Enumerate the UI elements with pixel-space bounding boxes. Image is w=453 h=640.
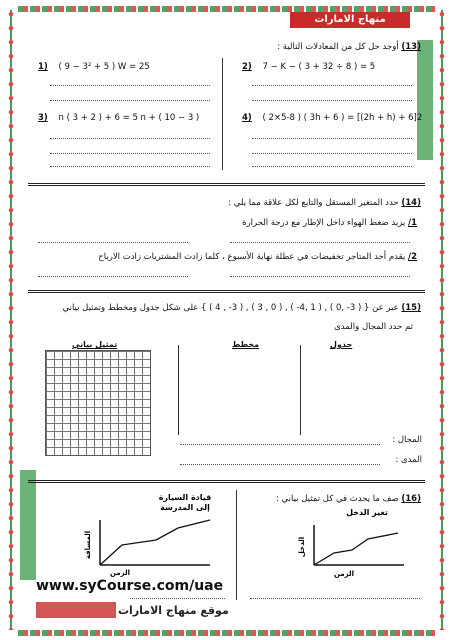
decorative-border-right bbox=[435, 10, 449, 630]
item-text: يقدم أحد المتاجر تخفيضات في عطلة نهاية الأسبوع ، كلما زادت المشتريات زادت الارباح bbox=[98, 252, 406, 262]
equation-number: 3) bbox=[38, 113, 48, 123]
equation-3 bbox=[38, 113, 199, 123]
income-curve bbox=[314, 533, 398, 565]
answer-line bbox=[250, 598, 420, 599]
question-13-heading bbox=[31, 42, 421, 52]
question-text: أوجد حل كل من المعادلات التالية : bbox=[277, 42, 399, 52]
answer-line bbox=[130, 598, 225, 599]
question-14-heading bbox=[31, 198, 421, 208]
equation-2 bbox=[242, 62, 375, 72]
item-number: 2/ bbox=[407, 252, 417, 262]
answer-line bbox=[38, 242, 188, 243]
question-15-subtext: ثم حدد المجال والمدى bbox=[334, 322, 413, 332]
section-separator bbox=[28, 290, 425, 293]
equation-1 bbox=[38, 62, 150, 72]
y-axis-label: المسافة bbox=[84, 530, 92, 560]
answer-line bbox=[252, 166, 412, 167]
question-number: (13) bbox=[401, 42, 421, 52]
answer-line bbox=[252, 100, 412, 101]
question-15-heading bbox=[21, 303, 421, 313]
question-text: عبر عن { ( 3- ,0 ) , ( 1 ,4- ) , ( 0 , 3 ) , ( 3- , 4 ) } على شكل جدول ومخطط وتمثيل بياني bbox=[62, 303, 399, 313]
item-number: 1/ bbox=[407, 218, 417, 228]
equation-4 bbox=[242, 113, 422, 123]
diagram-divider bbox=[300, 345, 301, 435]
answer-line bbox=[50, 153, 210, 154]
answer-line bbox=[230, 276, 410, 277]
site-logo bbox=[36, 602, 116, 618]
answer-line bbox=[50, 138, 210, 139]
column-header-table: جدول bbox=[330, 340, 353, 349]
answer-line bbox=[252, 153, 412, 154]
question-number: (14) bbox=[401, 198, 421, 208]
question-number: (16) bbox=[401, 494, 421, 504]
answer-line bbox=[50, 100, 210, 101]
equation-text: ( 9 − 3² + 5 ) W = 25 bbox=[58, 62, 150, 72]
domain-label: المجال : bbox=[392, 435, 422, 445]
graph-income-change bbox=[292, 505, 422, 585]
graph-title: تغير الدخل bbox=[346, 508, 388, 517]
answer-line bbox=[252, 85, 412, 86]
range-label: المدى : bbox=[395, 455, 422, 465]
column-divider bbox=[236, 490, 237, 600]
item-text: يزيد ضغط الهواء داخل الإطار مع درجة الحرارة bbox=[242, 218, 406, 228]
site-name: موقع منهاج الامارات bbox=[118, 604, 229, 617]
decorative-border-bottom bbox=[18, 630, 435, 636]
section-separator bbox=[28, 183, 425, 186]
website-url: www.syCourse.com/uae bbox=[36, 578, 224, 594]
answer-line bbox=[38, 276, 188, 277]
column-header-diagram: مخطط bbox=[232, 340, 260, 349]
graph-title: إلى المدرسة bbox=[160, 503, 210, 512]
column-divider bbox=[222, 58, 223, 170]
equation-number: 4) bbox=[242, 113, 252, 123]
equation-number: 1) bbox=[38, 62, 48, 72]
answer-line bbox=[50, 85, 210, 86]
section-separator bbox=[28, 480, 425, 483]
equation-text: 7 − K − ( 3 + 32 ÷ 8 ) = 5 bbox=[262, 62, 376, 72]
column-header-graph: تمثيل بياني bbox=[72, 340, 118, 349]
equation-text: n ( 3 + 2 ) + 6 = 5 n + ( 10 − 3 ) bbox=[58, 113, 200, 123]
question-text: صف ما يحدث في كل تمثيل بياني : bbox=[275, 494, 399, 504]
answer-line bbox=[230, 242, 410, 243]
diagram-divider bbox=[178, 345, 179, 435]
question-14-item-1 bbox=[37, 218, 417, 228]
side-logo-watermark bbox=[417, 40, 433, 160]
decorative-border-left bbox=[4, 10, 18, 630]
graph-title: قيادة السيارة bbox=[158, 493, 212, 502]
answer-line bbox=[50, 166, 210, 167]
x-axis-label: الزمن bbox=[333, 570, 355, 578]
side-logo-watermark bbox=[20, 470, 36, 580]
answer-line bbox=[252, 138, 412, 139]
equation-text: ( 2×5-8 ) ( 3h + 6 ) = [(2h + h) + 6]2 bbox=[262, 113, 423, 123]
equation-number: 2) bbox=[242, 62, 252, 72]
y-axis-label: الدخل bbox=[298, 536, 306, 558]
graph-grid bbox=[45, 350, 151, 456]
question-number: (15) bbox=[401, 303, 421, 313]
question-text: حدد المتغير المستقل والتابع لكل علاقة مما يلي : bbox=[228, 198, 399, 208]
range-answer-line bbox=[180, 464, 380, 465]
graph-driving-to-school bbox=[60, 490, 230, 580]
question-14-item-2 bbox=[32, 252, 417, 262]
domain-answer-line bbox=[180, 444, 380, 445]
x-axis-label: الزمن bbox=[109, 569, 131, 577]
distance-curve bbox=[100, 520, 210, 565]
header-logo: منهاج الامارات bbox=[290, 12, 410, 28]
